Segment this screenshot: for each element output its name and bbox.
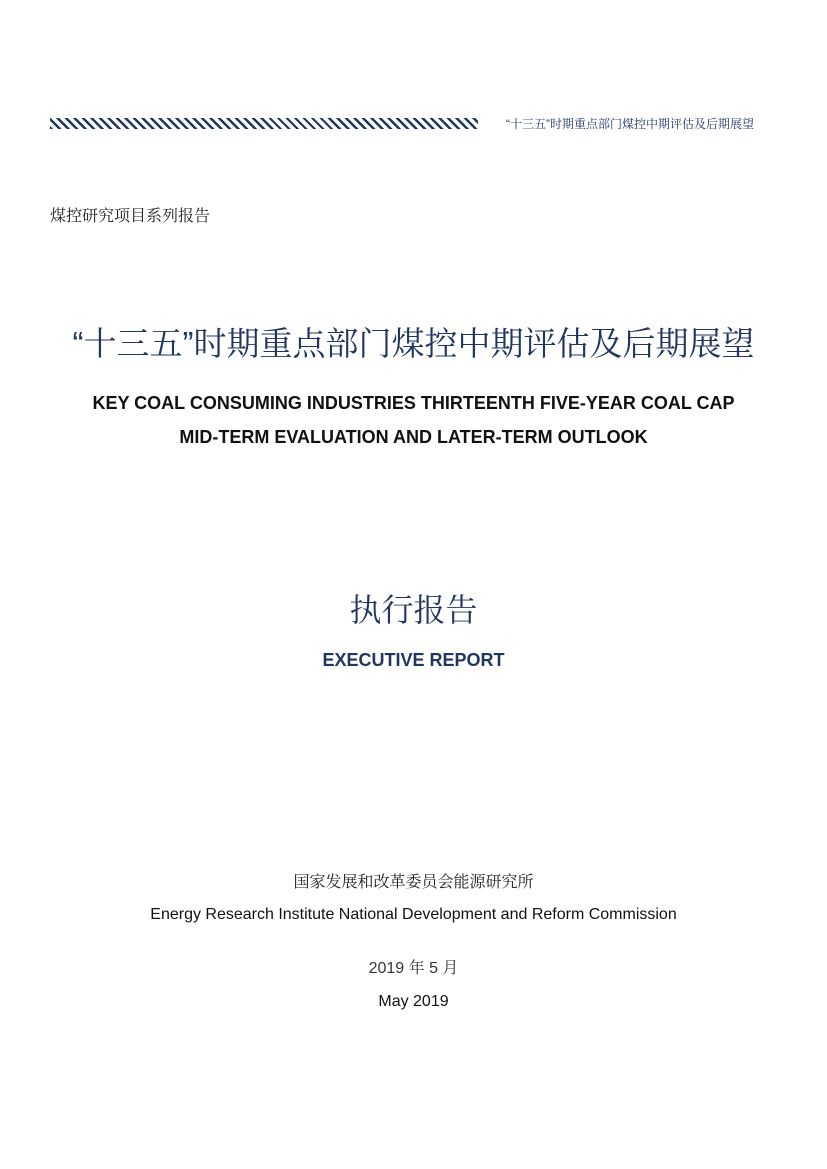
report-type-english: EXECUTIVE REPORT — [322, 650, 505, 670]
main-title-english-line-1: KEY COAL CONSUMING INDUSTRIES THIRTEENTH FIVE-YEAR COAL CAP — [92, 393, 735, 413]
running-header-title: “十三五”时期重点部门煤控中期评估及后期展望 — [506, 117, 754, 131]
publication-date-english: May 2019 — [378, 993, 449, 1010]
main-title-english-line-2: MID-TERM EVALUATION AND LATER-TERM OUTLOOK — [179, 427, 648, 447]
report-type-chinese: 执行报告 — [349, 592, 478, 628]
series-label: 煤控研究项目系列报告 — [50, 208, 211, 225]
main-title-chinese: “十三五”时期重点部门煤控中期评估及后期展望 — [72, 325, 755, 362]
institute-name-english: Energy Research Institute National Development and Reform Commission — [150, 906, 677, 923]
publication-date-chinese: 2019 年 5 月 — [368, 960, 459, 977]
main-title-english — [0, 386, 827, 454]
institute-name-chinese: 国家发展和改革委员会能源研究所 — [293, 874, 534, 891]
header-stripe-decoration — [50, 118, 478, 129]
